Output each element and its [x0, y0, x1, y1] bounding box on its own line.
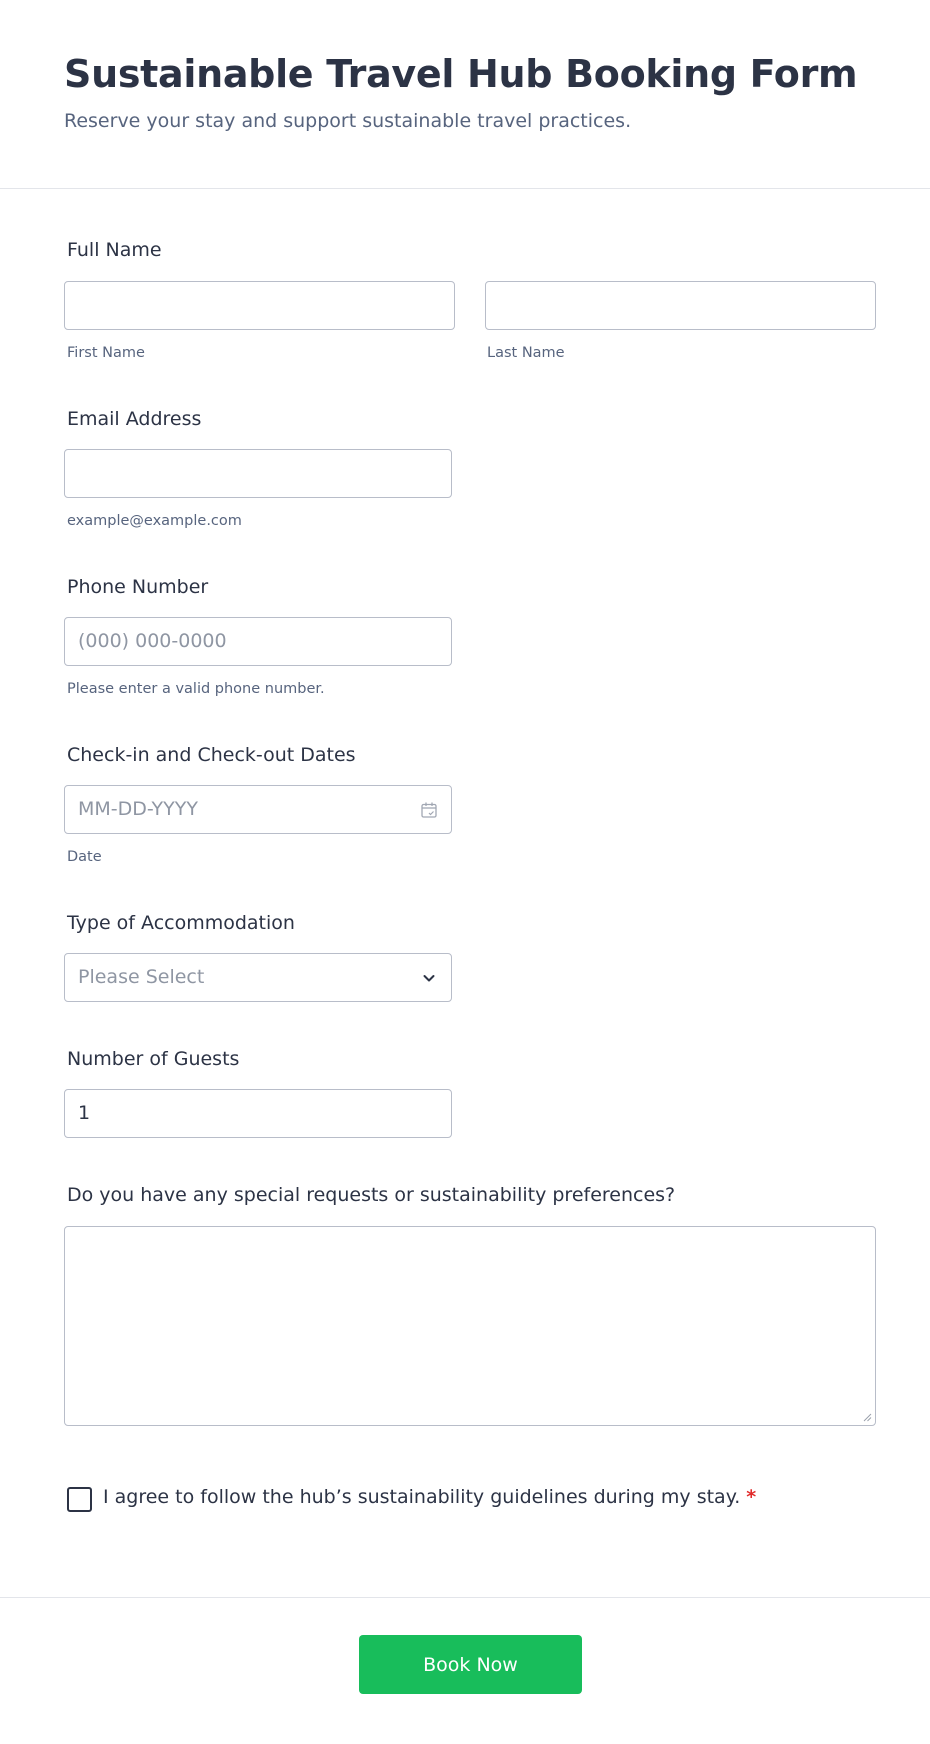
requests-label: Do you have any special requests or sustainability preferences? — [67, 1184, 676, 1206]
guests-value: 1 — [78, 1102, 91, 1124]
guests-input[interactable] — [64, 1089, 452, 1138]
accommodation-selected: Please Select — [78, 966, 205, 988]
accommodation-select[interactable] — [64, 953, 452, 1002]
last-name-input[interactable] — [485, 281, 876, 330]
phone-label: Phone Number — [67, 576, 209, 598]
accommodation-label: Type of Accommodation — [67, 912, 295, 934]
email-label: Email Address — [67, 408, 202, 430]
form-header — [0, 0, 930, 189]
agreement-text: I agree to follow the hub’s sustainability guidelines during my stay. — [103, 1486, 741, 1508]
phone-input[interactable] — [64, 617, 452, 666]
date-sublabel: Date — [67, 849, 102, 865]
required-mark: * — [746, 1486, 757, 1508]
email-sublabel: example@example.com — [67, 513, 242, 529]
guests-label: Number of Guests — [67, 1048, 240, 1070]
full-name-label: Full Name — [67, 239, 162, 261]
dates-label: Check-in and Check-out Dates — [67, 744, 356, 766]
chevron-down-icon — [420, 969, 438, 987]
resize-handle-icon[interactable] — [862, 1412, 872, 1422]
requests-textarea[interactable] — [64, 1226, 876, 1426]
first-name-sublabel: First Name — [67, 345, 145, 361]
book-now-button[interactable]: Book Now — [359, 1635, 582, 1694]
page-subtitle: Reserve your stay and support sustainable travel practices. — [64, 110, 632, 132]
phone-sublabel: Please enter a valid phone number. — [67, 681, 325, 697]
first-name-input[interactable] — [64, 281, 455, 330]
last-name-sublabel: Last Name — [487, 345, 565, 361]
email-field[interactable] — [64, 449, 452, 498]
date-placeholder: MM-DD-YYYY — [78, 798, 198, 820]
calendar-icon[interactable] — [420, 801, 438, 819]
agreement-checkbox[interactable] — [67, 1487, 92, 1512]
phone-placeholder: (000) 000-0000 — [78, 630, 227, 652]
date-input[interactable] — [64, 785, 452, 834]
agreement-label[interactable] — [103, 1486, 756, 1508]
page-title: Sustainable Travel Hub Booking Form — [64, 52, 858, 96]
